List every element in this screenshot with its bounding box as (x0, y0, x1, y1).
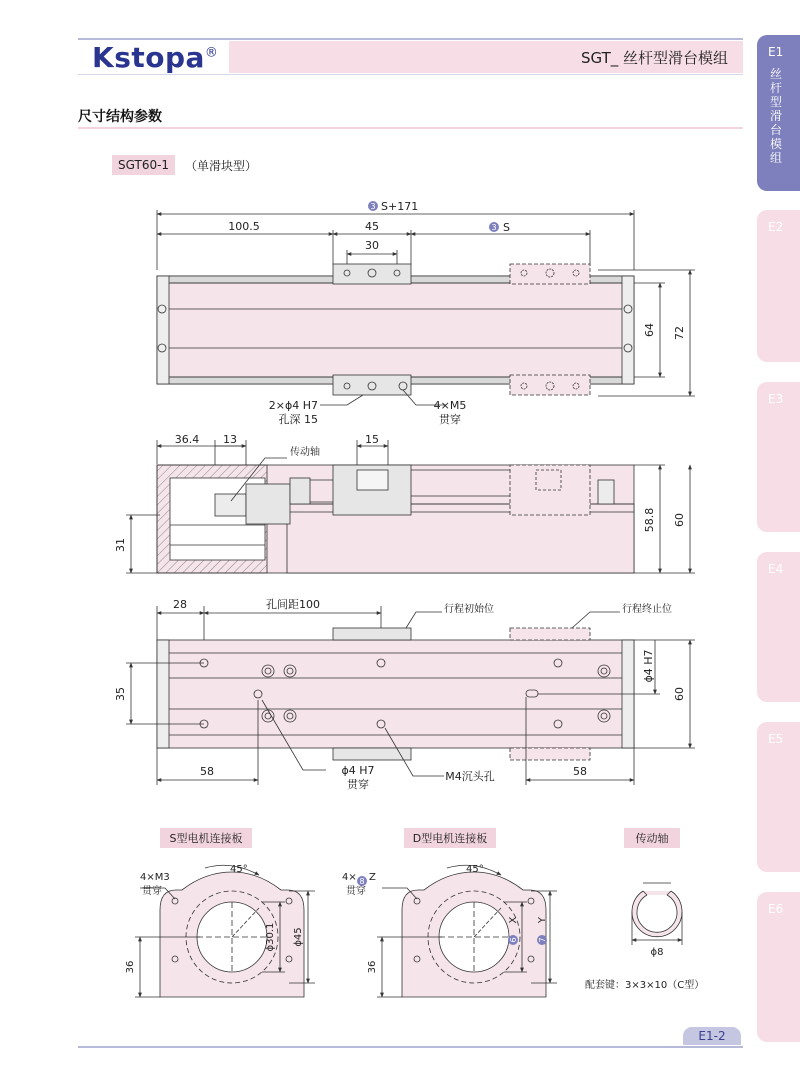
key-note: 配套键：3×3×10（C型） (585, 980, 705, 991)
tap-note-2: 贯穿 (439, 413, 461, 426)
cb-note: M4沉头孔 (445, 770, 495, 783)
start-label: 行程初始位 (444, 604, 494, 615)
side-height-inner: 58.8 (643, 507, 656, 533)
s-bore: ϕ30.1 (265, 922, 276, 952)
dim-stroke: S (503, 221, 510, 234)
pin-note-2: 孔深 15 (278, 413, 318, 426)
model-note: （单滑块型） (185, 159, 258, 173)
dim-height-outer: 72 (673, 326, 686, 340)
badge-total-text: 3 (370, 202, 376, 211)
bottom-left-58: 58 (200, 765, 214, 778)
d-plate (377, 865, 557, 997)
dim-block: 45 (365, 220, 379, 233)
bottom-view (126, 606, 695, 785)
section-title: 尺寸结构参数 (78, 109, 162, 125)
tab-code: E2 (768, 220, 784, 234)
shaft-section (632, 883, 682, 945)
page-number: E1-2 (683, 1027, 741, 1045)
side-dim-c: 15 (365, 433, 379, 446)
side-height-outer: 60 (673, 513, 686, 527)
shaft-dia: ϕ8 (650, 947, 664, 958)
d-hole-2: 贯穿 (346, 886, 366, 897)
page-title: SGT_ 丝杆型滑台模组 (580, 49, 728, 67)
pin-note-1: 2×ϕ4 H7 (268, 399, 318, 412)
bottom-right-58: 58 (573, 765, 587, 778)
d-plate-title: D型电机连接板 (412, 832, 488, 845)
side-view (126, 440, 695, 573)
footer-rule (78, 1046, 743, 1048)
tab-code: E5 (768, 732, 784, 746)
bottom-height: 60 (673, 687, 686, 701)
badge-stroke-text: 3 (491, 223, 497, 232)
d-angle: 45° (466, 864, 484, 875)
shaft-title: 传动轴 (635, 832, 669, 845)
dim-left: 100.5 (228, 220, 260, 233)
s-hole-2: 贯穿 (142, 886, 162, 897)
d-x: X (508, 916, 519, 924)
d-y: Y (537, 916, 548, 924)
d-height: 36 (367, 960, 378, 974)
bottom-pin-dim: ϕ4 H7 (642, 649, 655, 683)
bottom-hole-pitch: 孔间距100 (266, 598, 320, 611)
d-hole-z: Z (369, 872, 376, 883)
tap-note-1: 4×M5 (433, 399, 467, 412)
s-hole-1: 4×M3 (140, 872, 170, 883)
s-height: 36 (125, 960, 136, 974)
model-code-badge: SGT60-1 (112, 155, 175, 175)
side-low-dim: 31 (114, 538, 127, 552)
shaft-label: 传动轴 (290, 447, 320, 458)
badge-d-y-text: 7 (538, 937, 547, 943)
tab-code: E6 (768, 902, 784, 916)
tab-code: E1 (768, 45, 784, 59)
bottom-pin-note-2: 贯穿 (347, 778, 369, 791)
s-plate-title: S型电机连接板 (169, 832, 243, 845)
brand-logo: Kstopa® (92, 41, 219, 74)
s-angle: 45° (230, 864, 248, 875)
dim-hole-pitch: 30 (365, 239, 379, 252)
tab-label: 丝杆型滑台模组 (770, 67, 783, 165)
bottom-pin-note-1: ϕ4 H7 (341, 764, 375, 777)
bottom-side-dim: 35 (114, 687, 127, 701)
dim-height-inner: 64 (643, 323, 656, 337)
d-hole-1: 4× (342, 872, 357, 883)
tab-code: E3 (768, 392, 784, 406)
top-view (157, 210, 695, 405)
dim-total: S+171 (381, 200, 419, 213)
s-plate (135, 865, 315, 997)
badge-d-x-text: 6 (509, 937, 518, 943)
badge-d-hole-text: 8 (359, 877, 365, 886)
tab-code: E4 (768, 562, 784, 576)
side-dim-b: 13 (223, 433, 237, 446)
bottom-dim-left: 28 (173, 598, 187, 611)
s-pcd: ϕ45 (293, 927, 304, 947)
end-label: 行程终止位 (622, 604, 672, 615)
side-dim-a: 36.4 (174, 433, 200, 446)
